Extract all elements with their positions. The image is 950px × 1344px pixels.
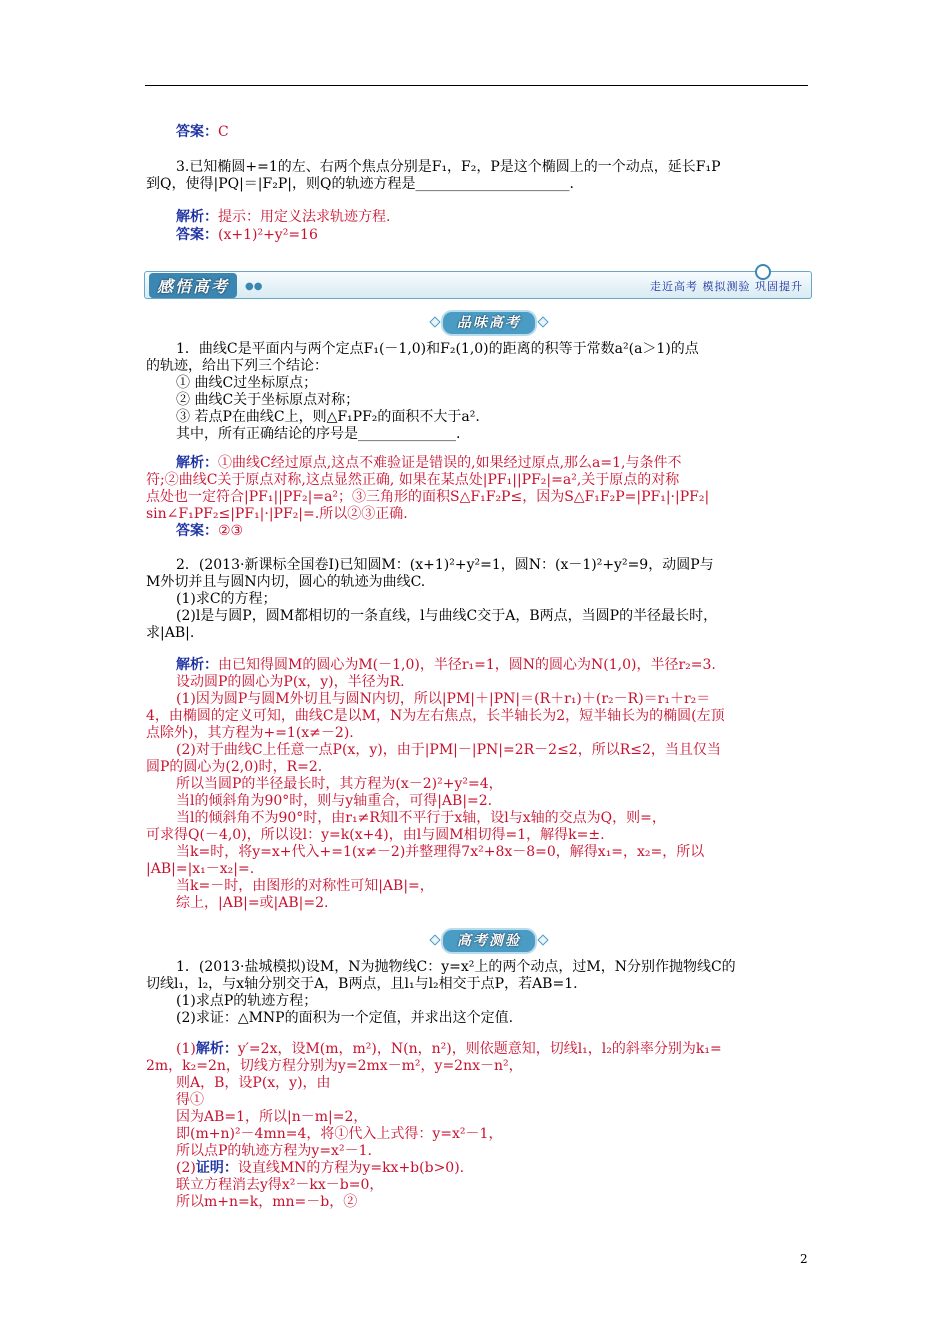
p1-line: ② 曲线C关于坐标原点对称；	[176, 392, 360, 408]
p1-line: ③ 若点P在曲线C上，则△F₁PF₂的面积不大于a².	[176, 409, 480, 425]
jiexi-text: 提示：用定义法求轨迹方程.	[218, 209, 391, 225]
page-number: 2	[800, 1252, 808, 1266]
banner-title: 感悟高考	[149, 273, 237, 298]
section-tag-pinwei: 品味高考	[441, 310, 537, 336]
s2-b-line	[176, 1159, 464, 1177]
p2-jiexi-line: 当l的倾斜角不为90°时，由r₁≠R知l不平行于x轴，设l与x轴的交点为Q，则=，	[176, 810, 666, 826]
p2-jiexi-line: (1)因为圆P与圆M外切且与圆N内切，所以|PM|＋|PN|＝(R＋r₁)＋(r₂－R)＝r₁＋r₂＝	[176, 691, 711, 707]
jiexi-label: 解析：	[195, 1041, 238, 1057]
p2-jiexi-line: 点除外)，其方程为+=1(x≠－2).	[146, 725, 354, 741]
s2-q-line: 1．(2013·盐城模拟)设M，N为抛物线C：y=x²上的两个动点，过M，N分别作抛物线C的	[176, 959, 736, 975]
answer-line	[176, 123, 229, 141]
dots-icon: ●●	[245, 281, 263, 292]
section-banner	[144, 271, 812, 299]
p2-jiexi-line: (2)对于曲线C上任意一点P(x，y)，由于|PM|－|PN|=2R－2≤2，所以R≤2，当且仅当	[176, 742, 721, 758]
p2-jiexi-line	[176, 656, 716, 674]
s2-q-line: 切线l₁，l₂，与x轴分别交于A，B两点，且l₁与l₂相交于点P，若AB=1.	[146, 976, 578, 992]
answer-value: (x+1)²+y²=16	[218, 227, 318, 243]
p2-jiexi-line: 当k=时，将y=x+代入+=1(x≠－2)并整理得7x²+8x－8=0，解得x₁=，x₂=，所以	[176, 844, 705, 860]
p1-line: 的轨迹，给出下列三个结论：	[146, 358, 328, 374]
jiexi-label: 解析：	[176, 209, 218, 225]
s2-a-line: 得①	[176, 1092, 204, 1108]
q3-jiexi	[176, 208, 390, 226]
p1-line: 其中，所有正确结论的序号是______________.	[176, 426, 461, 442]
p1-jiexi-line: sin∠F₁PF₂≤|PF₁|·|PF₂|=.所以②③正确.	[146, 506, 408, 522]
p1-line: 1．曲线C是平面内与两个定点F₁(－1,0)和F₂(1,0)的距离的积等于常数a²(a＞1)的点	[176, 341, 699, 357]
s2-a-line: 2m，k₂=2n，切线方程分别为y=2mx－m²，y=2nx－n²，	[146, 1058, 523, 1074]
p2-line: M外切并且与圆N内切，圆心的轨迹为曲线C.	[146, 574, 426, 590]
jiexi-label: 解析：	[176, 657, 218, 673]
q3-line-1: 3.已知椭圆+=1的左、右两个焦点分别是F₁，F₂，P是这个椭圆上的一个动点，延长F₁P	[176, 159, 721, 175]
s2-a-line: 即(m+n)²－4mn=4，将①代入上式得：y=x²－1，	[176, 1126, 503, 1142]
jiexi-text: ①曲线C经过原点,这点不难验证是错误的,如果经过原点,那么a=1,与条件不	[218, 455, 682, 471]
s2-q-line: (2)求证：△MNP的面积为一个定值，并求出这个定值.	[176, 1010, 514, 1026]
p1-jiexi-line: 符;②曲线C关于原点对称,这点显然正确, 如果在某点处|PF₁||PF₂|=a²,关于原点的对称	[146, 472, 680, 488]
p2-line: (2)l是与圆P，圆M都相切的一条直线，l与曲线C交于A，B两点，当圆P的半径最长时，	[176, 608, 718, 624]
p2-jiexi-line: 当l的倾斜角为90°时，则与y轴重合，可得|AB|=2.	[176, 793, 493, 809]
proof-text: 设直线MN的方程为y=kx+b(b>0).	[237, 1160, 465, 1176]
p2-line: 求|AB|.	[146, 625, 195, 641]
p1-jiexi-line	[176, 454, 682, 472]
proof-label: 证明：	[195, 1160, 238, 1176]
q3-line-2: 到Q，使得|PQ|＝|F₂P|，则Q的轨迹方程是______________________.	[146, 176, 574, 192]
banner-subtitle: 走近高考 模拟测验 巩固提升	[650, 280, 803, 293]
s2-a-line: 因为AB=1，所以|n－m|=2，	[176, 1109, 368, 1125]
section-tag-ceyan: 高考测验	[441, 928, 537, 954]
p2-jiexi-line: 综上，|AB|=或|AB|=2.	[176, 895, 329, 911]
jiexi-text: y′=2x，设M(m，m²)，N(n，n²)，则依题意知，切线l₁，l₂的斜率分别为k₁=	[237, 1041, 722, 1057]
p1-answer	[176, 522, 243, 540]
p2-jiexi-line: 圆P的圆心为(2,0)时，R=2.	[146, 759, 323, 775]
part-prefix: (2)	[176, 1160, 196, 1176]
header-rule	[145, 85, 808, 86]
s2-a-line: 则A，B，设P(x，y)，由	[176, 1075, 331, 1091]
answer-value: C	[218, 124, 229, 140]
s2-q-line: (1)求点P的轨迹方程；	[176, 993, 318, 1009]
answer-label: 答案：	[176, 523, 218, 539]
p2-jiexi-line: 当k=－时，由图形的对称性可知|AB|=，	[176, 878, 434, 894]
p2-jiexi-line: 4，由椭圆的定义可知，曲线C是以M，N为左右焦点，长半轴长为2，短半轴长为的椭圆(左顶	[146, 708, 725, 724]
p2-line: 2．(2013·新课标全国卷Ⅰ)已知圆M：(x+1)²+y²=1，圆N：(x－1)²+y²=9，动圆P与	[176, 557, 714, 573]
p2-jiexi-line: 设动圆P的圆心为P(x，y)，半径为R.	[176, 674, 405, 690]
s2-b-line: 所以m+n=k，mn=－b，②	[176, 1194, 358, 1210]
p2-line: (1)求C的方程；	[176, 591, 277, 607]
answer-label: 答案：	[176, 227, 218, 243]
s2-a-line	[176, 1040, 722, 1058]
p1-line: ① 曲线C过坐标原点；	[176, 375, 318, 391]
p2-jiexi-line: 可求得Q(－4,0)，所以设l：y=k(x+4)，由l与圆M相切得=1，解得k=±.	[146, 827, 605, 843]
part-prefix: (1)	[176, 1041, 196, 1057]
p1-jiexi-line: 点处也一定符合|PF₁||PF₂|=a²；③三角形的面积S△F₁F₂P≤，因为S△F₁F₂P=|PF₁|·|PF₂|	[146, 489, 710, 505]
s2-a-line: 所以点P的轨迹方程为y=x²－1.	[176, 1143, 372, 1159]
s2-b-line: 联立方程消去y得x²－kx－b=0，	[176, 1177, 384, 1193]
p2-jiexi-line: 所以当圆P的半径最长时，其方程为(x－2)²+y²=4，	[176, 776, 503, 792]
p2-jiexi-line: |AB|=|x₁－x₂|=.	[146, 861, 255, 877]
jiexi-text: 由已知得圆M的圆心为M(－1,0)，半径r₁=1，圆N的圆心为N(1,0)，半径r₂=3.	[218, 657, 716, 673]
answer-value: ②③	[218, 523, 244, 539]
jiexi-label: 解析：	[176, 455, 218, 471]
answer-label: 答案：	[176, 124, 218, 140]
q3-answer	[176, 226, 318, 244]
